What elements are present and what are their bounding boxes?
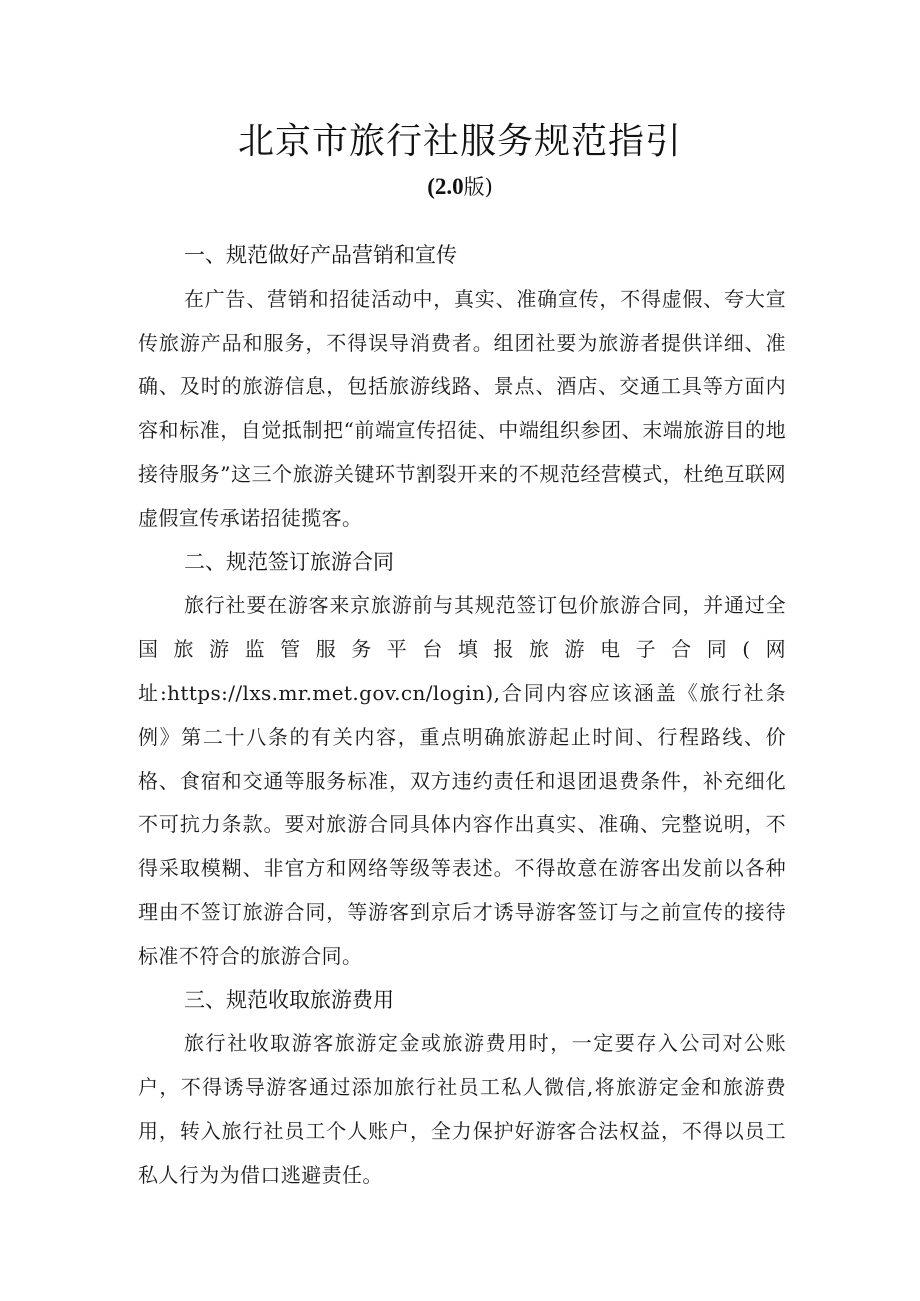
section-heading-2: 二、规范签订旅游合同	[184, 549, 394, 574]
section-paragraph-2: 旅行社要在游客来京旅游前与其规范签订包价旅游合同，并通过全国旅游监管服务平台填报旅游电子合同(网址:https://lxs.mr.met.gov.cn/login),合同内容应该涵盖《旅行社条例》第二十八条的有关内容，重点明确旅游起止时间、行程路线、价格、食宿和交通等服务标准，双方违约责任和退团退费条件，补充细化不可抗力条款。要对旅游合同具体内容作出真实、准确、完整说明，不得采取模糊、非官方和网络等级等表述。不得故意在游客出发前以各种理由不签订旅游合同，等游客到京后才诱导游客签订与之前宣传的接待标准不符合的旅游合同。	[138, 593, 786, 968]
section-paragraph-1: 在广告、营销和招徒活动中，真实、准确宣传，不得虚假、夸大宣传旅游产品和服务，不得误导消费者。组团社要为旅游者提供详细、准确、及时的旅游信息，包括旅游线路、景点、酒店、交通工具等方面内容和标准，自觉抵制把“前端宣传招徒、中端组织参团、末端旅游目的地接待服务”这三个旅游关键环节割裂开来的不规范经营模式，杜绝互联网虚假宣传承诺招徒揽客。	[138, 286, 786, 530]
document-version	[0, 170, 920, 204]
version-suffix: 版)	[463, 175, 493, 199]
section-heading-1: 一、规范做好产品营销和宣传	[184, 243, 457, 267]
section-heading-3: 三、规范收取旅游费用	[184, 987, 394, 1012]
version-number: (2.0	[427, 174, 464, 199]
document-title: 北京市旅行社服务规范指引	[237, 121, 682, 162]
document-body	[138, 234, 786, 1198]
section-paragraph-3: 旅行社收取游客旅游定金或旅游费用时，一定要存入公司对公账户，不得诱导游客通过添加旅行社员工私人微信,将旅游定金和旅游费用，转入旅行社员工个人账户，全力保护好游客合法权益，不得以员工私人行为为借口逃避责任。	[138, 1031, 786, 1187]
